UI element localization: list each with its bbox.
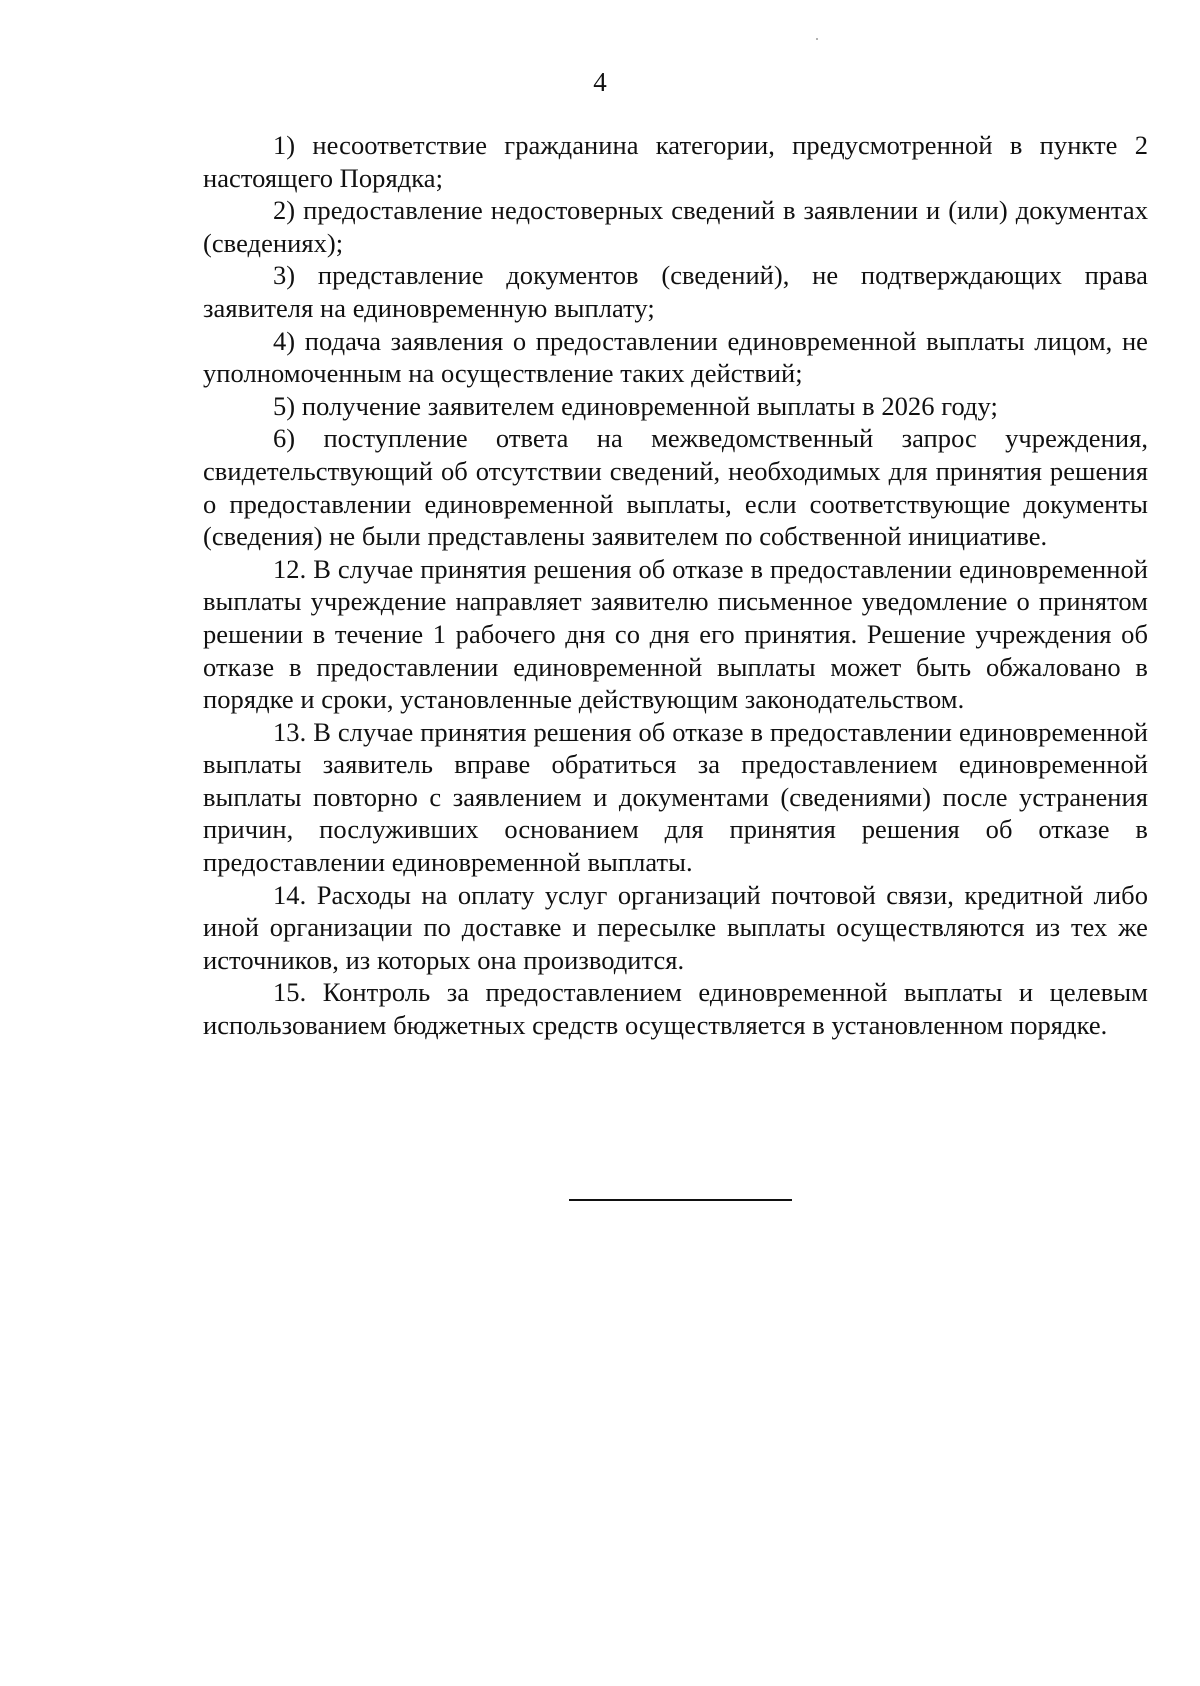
page-number: 4 bbox=[593, 67, 607, 97]
clause-13: 13. В случае принятия решения об отказе в предоставлении единовременной выплаты заявитель вправе обратиться за предоставлением единовременной выплаты повторно с заявлением и документами (сведениями) после устранения причин, послуживших основанием для принятия решения об отказе в предоставлении единовременной выплаты. bbox=[203, 716, 1148, 878]
list-item-5: 5) получение заявителем единовременной выплаты в 2026 году; bbox=[273, 390, 998, 421]
document-body bbox=[203, 129, 1148, 1042]
clause-12: 12. В случае принятия решения об отказе в предоставлении единовременной выплаты учреждение направляет заявителю письменное уведомление о принятом решении в течение 1 рабочего дня со дня его принятия. Решение учреждения об отказе в предоставлении единовременной выплаты может быть обжаловано в порядке и сроки, установленные действующим законодательством. bbox=[203, 553, 1148, 715]
clause-15: 15. Контроль за предоставлением единовременной выплаты и целевым использованием бюджетных средств осуществляется в установленном порядке. bbox=[203, 977, 1148, 1041]
clause-14: 14. Расходы на оплату услуг организаций почтовой связи, кредитной либо иной организации по доставке и пересылке выплаты осуществляются из тех же источников, из которых она производится. bbox=[203, 879, 1148, 975]
list-item-3: 3) представление документов (сведений), не подтверждающих права заявителя на единовременную выплату; bbox=[203, 260, 1148, 323]
list-item-6: 6) поступление ответа на межведомственный запрос учреждения, свидетельствующий об отсутствии сведений, необходимых для принятия решения о предоставлении единовременной выплаты, если соответствующие документы (сведения) не были представлены заявителем по собственной инициативе. bbox=[203, 423, 1148, 552]
list-item-4: 4) подача заявления о предоставлении единовременной выплаты лицом, не уполномоченным на осуществление таких действий; bbox=[203, 325, 1148, 389]
list-item-2: 2) предоставление недостоверных сведений в заявлении и (или) документах (сведениях); bbox=[203, 195, 1148, 258]
closing-rule bbox=[569, 1199, 792, 1201]
list-item-1: 1) несоответствие гражданина категории, предусмотренной в пункте 2 настоящего Порядка; bbox=[203, 130, 1148, 193]
page-header bbox=[0, 0, 1200, 120]
